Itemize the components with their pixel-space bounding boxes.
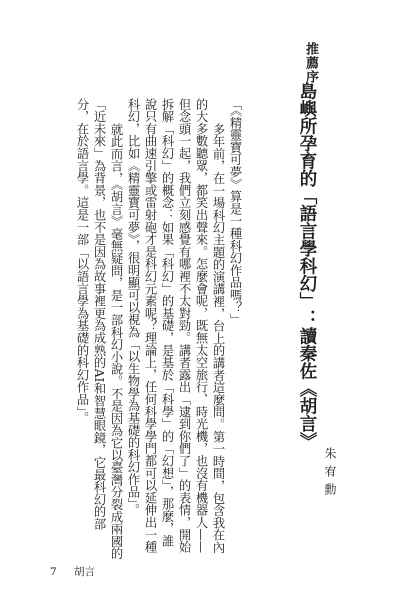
text-column: 多年前，在一場科幻主題的演講裡，台上的講者這麼問。第一時間，包含我在內 <box>211 122 225 554</box>
section-label: 推薦序 <box>303 42 318 84</box>
body-text <box>73 98 243 572</box>
author-name: 朱宥勳 <box>323 447 337 501</box>
text-column: 「《精靈寶可夢》算是一種科幻作品嗎？」 <box>228 98 242 326</box>
text-column: 說只有曲速引擎或雷射砲才是科幻元素呢？理論上，任何科學學門都可以延伸出一種 <box>143 98 157 554</box>
page-footer <box>50 565 95 579</box>
text-column: 就此而言，《胡言》毫無疑問，是一部科幻小說。不是因為它以臺灣分裂成兩國的 <box>109 122 123 560</box>
page-number: 7 <box>50 566 57 578</box>
running-title: 胡言 <box>74 566 95 578</box>
text-column: 「近未來」為背景，也不是因為故事裡更為成熟的AI和智慧眼鏡，它最科幻的部 <box>92 98 106 530</box>
text-column: 分，在於語言學。這是一部「以語言學為基礎的科幻作品」。 <box>75 98 89 424</box>
text-column: 的大多數聽眾，都笑出聲來。怎麼會呢，既無太空旅行、時光機，也沒有機器人—— <box>194 98 208 554</box>
text-column: 拆解「科幻」的概念：如果「科幻」的基礎，是基於「科學」的「幻想」，那麼，誰 <box>160 98 174 547</box>
text-column: 科幻，比如《精靈寶可夢》，很明顯可以視為「以生物學為基礎的科幻作品」。 <box>126 98 140 517</box>
essay-title: 島嶼所孕育的「語言學科幻」：讀秦佐《胡言》 <box>297 82 317 450</box>
text-column: 但念頭一起，我們立刻感覺有哪裡不太對勁。講者露出「逮到你們了」的表情，開始 <box>177 98 191 554</box>
